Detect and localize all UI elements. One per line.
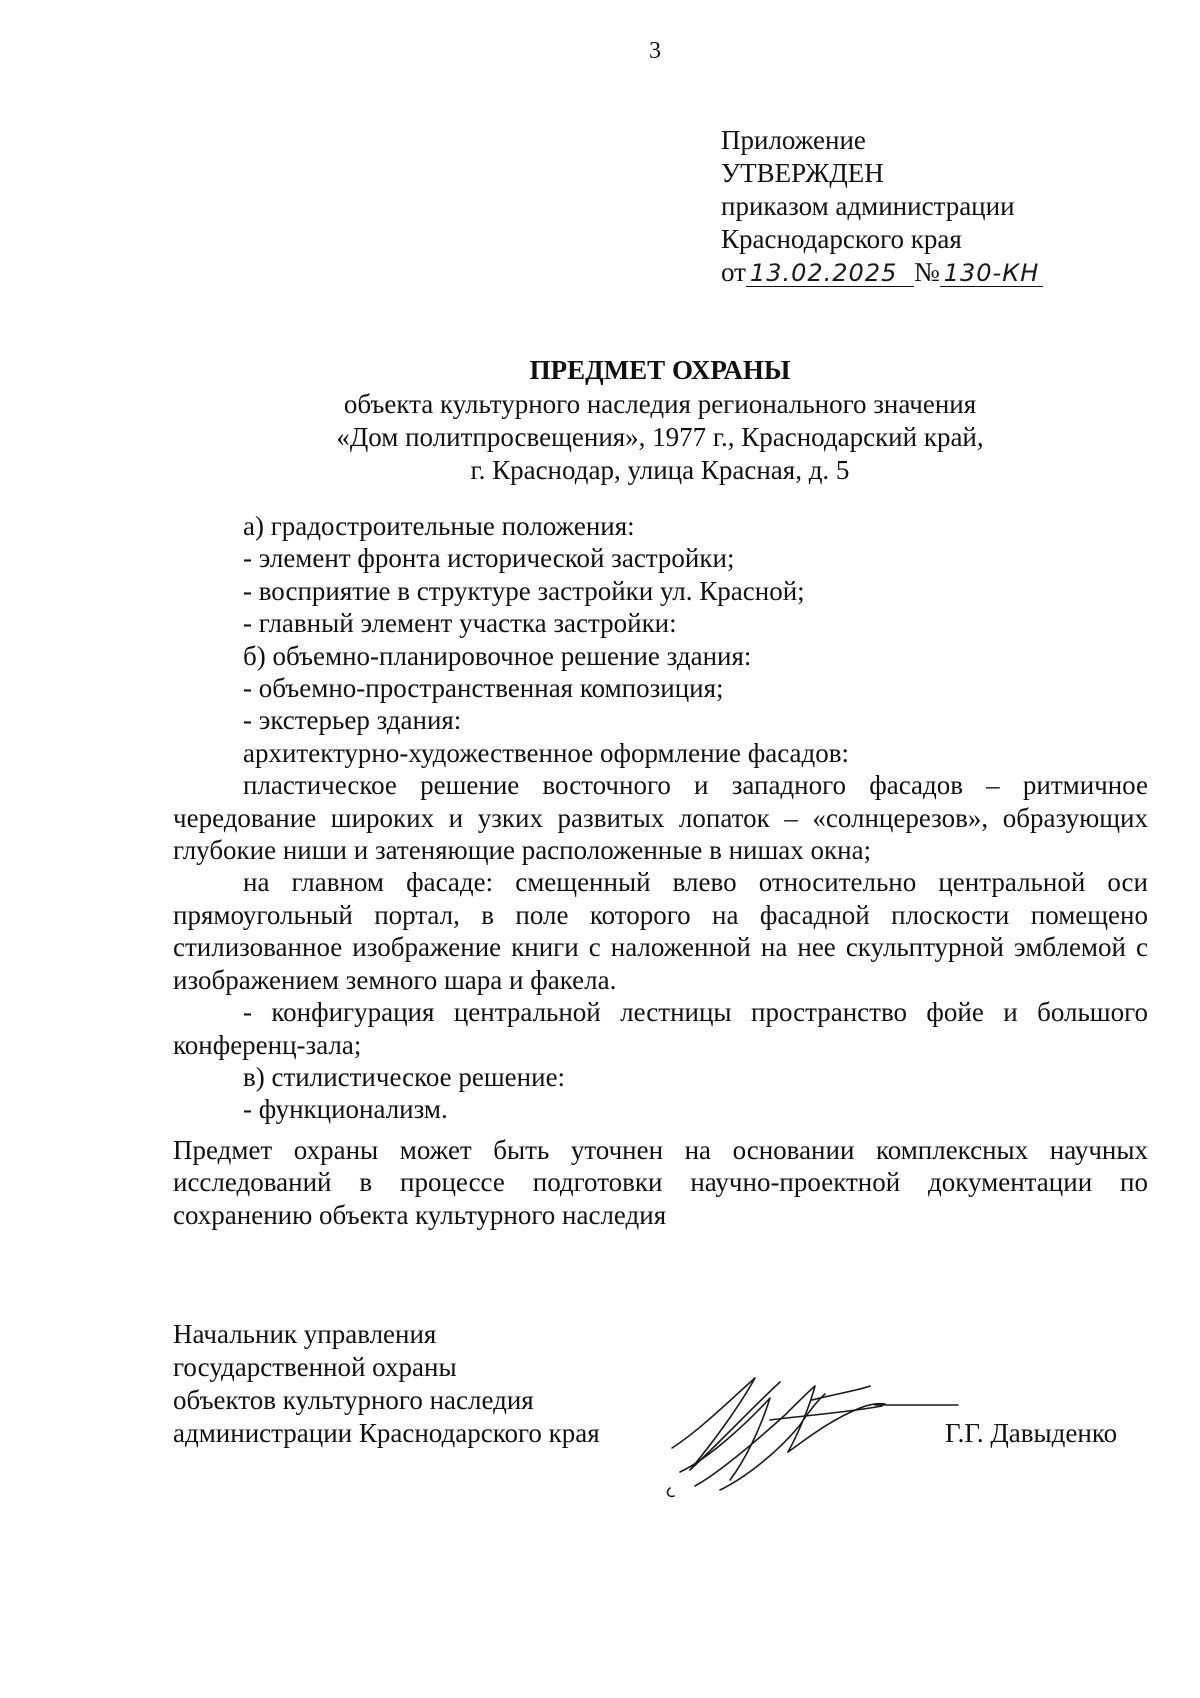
body-line-a: а) градостроительные положения: — [243, 511, 635, 541]
conclusion-paragraph: Предмет охраны может быть уточнен на основании комплексных научных исследований в процессе подготовки научно-проектной документации по сохранению объекта культурного наследия — [173, 1135, 1148, 1230]
approval-order-by: приказом администрации — [721, 191, 1015, 221]
document-title: ПРЕДМЕТ ОХРАНЫ — [529, 355, 791, 385]
body-line: архитектурно-художественное оформление фасадов: — [243, 737, 849, 768]
body-line: - главный элемент участка застройки: — [243, 608, 677, 639]
signatory-name: Г.Г. Давыденко — [945, 1418, 1118, 1448]
handwritten-number: 130-КН — [940, 260, 1044, 287]
approval-approved: УТВЕРЖДЕН — [721, 158, 884, 188]
body-line-b: б) объемно-планировочное решение здания: — [243, 640, 752, 671]
number-prefix: № — [913, 257, 940, 287]
page-number: 3 — [649, 38, 661, 64]
body-paragraph-staircase: - конфигурация центральной лестницы пространство фойе и большого конференц-зала; — [173, 997, 1148, 1060]
approval-block — [721, 124, 1043, 289]
body-line: - элемент фронта исторической застройки; — [243, 543, 735, 574]
document-subtitle-2: «Дом политпросвещения», 1977 г., Краснодарский край, — [336, 422, 984, 452]
approval-date-line — [721, 256, 1043, 289]
body-paragraph-facades: пластическое решение восточного и западного фасадов – ритмичное чередование широких и узких развитых лопаток – «солнцерезов», образующих глубокие ниши и затеняющие расположенные в нишах окна; — [173, 770, 1148, 866]
document-subtitle-3: г. Краснодар, улица Красная, д. 5 — [470, 455, 850, 485]
document-title-block — [170, 352, 1150, 487]
signatory-line: администрации Краснодарского края — [173, 1418, 600, 1448]
approval-region: Краснодарского края — [721, 224, 962, 254]
document-body — [173, 510, 1148, 1126]
approval-appendix: Приложение — [721, 125, 866, 155]
signatory-line: объектов культурного наследия — [173, 1385, 534, 1415]
body-line: - функционализм. — [243, 1094, 448, 1125]
handwritten-date: 13.02.2025 — [746, 260, 914, 287]
signatory-line: Начальник управления — [173, 1319, 437, 1349]
body-line-c: в) стилистическое решение: — [243, 1061, 566, 1092]
signatory-position — [173, 1318, 600, 1450]
signatory-line: государственной охраны — [173, 1352, 457, 1382]
body-line: - объемно-пространственная композиция; — [243, 673, 724, 704]
date-prefix: от — [721, 257, 746, 287]
body-line: - восприятие в структуре застройки ул. Красной; — [243, 575, 805, 606]
document-subtitle-1: объекта культурного наследия регионального значения — [343, 389, 977, 419]
body-paragraph-main-facade: на главном фасаде: смещенный влево относительно центральной оси прямоугольный портал, в поле которого на фасадной плоскости помещено стилизованное изображение книги с наложенной на нее скульптурной эмблемой с изображением земного шара и факела. — [173, 867, 1148, 995]
handwritten-signature — [660, 1360, 960, 1510]
body-line: - экстерьер здания: — [243, 705, 462, 736]
